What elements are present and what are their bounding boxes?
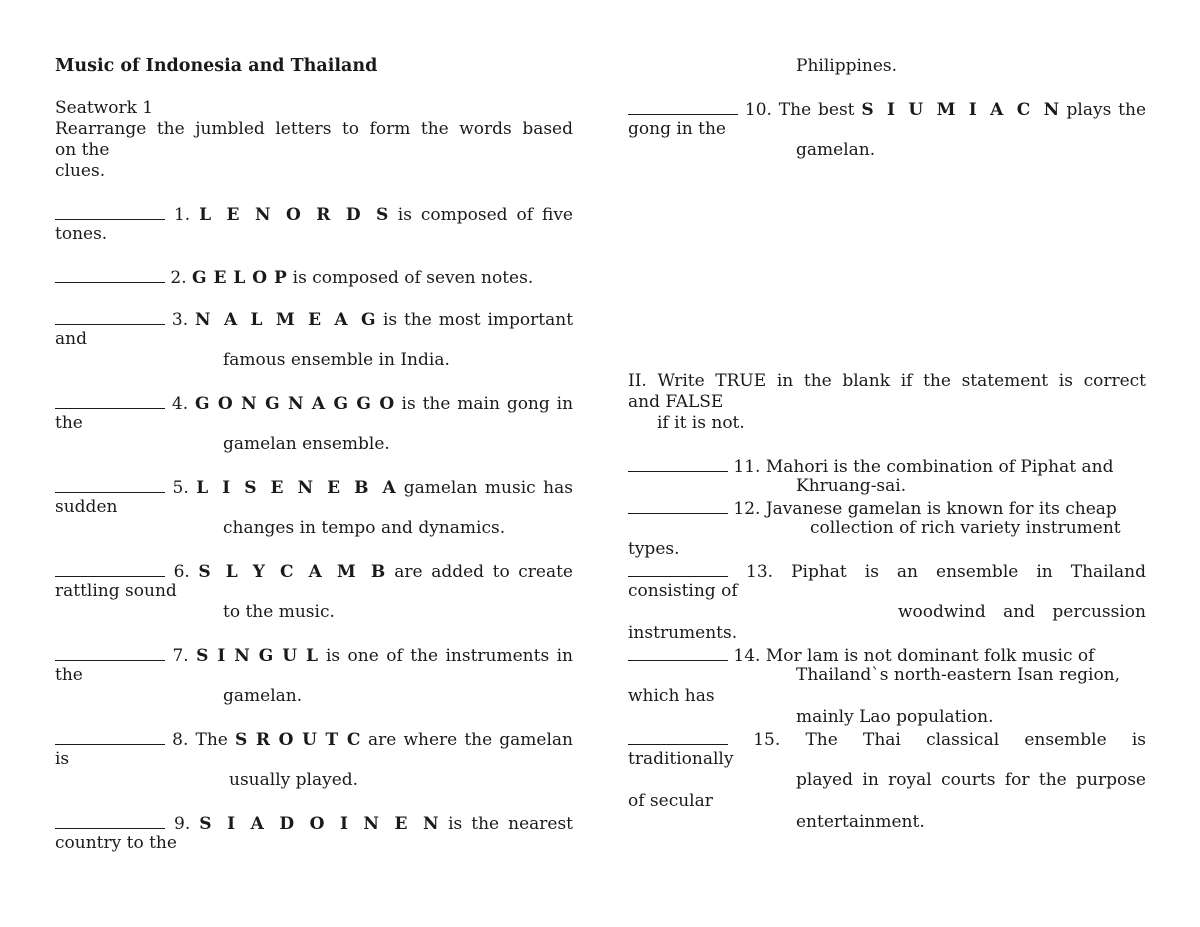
jumbled-word: S I N G U L (196, 646, 319, 666)
right-column (628, 56, 1146, 833)
question-number: 8. (172, 730, 189, 750)
statement-13 (628, 560, 1146, 581)
question-3-cont-2: famous ensemble in India. (223, 350, 450, 370)
answer-blank-6[interactable] (55, 560, 165, 577)
part2-instructions-line-3: if it is not. (657, 413, 745, 433)
question-text: gamelan music has (403, 478, 573, 498)
answer-blank-4[interactable] (55, 392, 165, 409)
jumbled-word: L I S E N E B A (196, 478, 397, 498)
statement-13-cont: consisting of (628, 581, 738, 601)
question-number: 10. (744, 100, 772, 120)
statement-12-cont-2: types. (628, 539, 680, 559)
statement-13-cont-3: instruments. (628, 623, 738, 643)
statement-text: 11. Mahori is the combination of Piphat and (733, 457, 1114, 477)
answer-blank-2[interactable] (55, 266, 165, 283)
left-column (55, 56, 573, 854)
seatwork-label: Seatwork 1 (55, 98, 154, 118)
question-7-cont-2: gamelan. (223, 686, 303, 706)
question-9-cont-2: Philippines. (796, 56, 898, 76)
answer-blank-13[interactable] (628, 560, 728, 577)
question-text: is the main gong in (401, 394, 574, 414)
statement-12-cont: collection of rich variety instrument (810, 518, 1121, 538)
question-text: are added to create (394, 562, 573, 582)
answer-blank-10[interactable] (628, 98, 738, 115)
question-4-cont-2: gamelan ensemble. (223, 434, 390, 454)
jumbled-word: G E L O P (192, 268, 288, 288)
jumbled-word: G O N G N A G G O (195, 394, 395, 414)
statement-14-cont-3: mainly Lao population. (796, 707, 994, 727)
statement-13-cont-2: woodwind and percussion (898, 602, 1146, 622)
question-text-before: The best (778, 100, 855, 120)
statement-text: 12. Javanese gamelan is known for its cheap (733, 499, 1117, 519)
question-3 (55, 308, 573, 329)
question-7-cont: the (55, 665, 83, 685)
question-text: plays the (1066, 100, 1147, 120)
answer-blank-8[interactable] (55, 728, 165, 745)
question-text: is composed of five (397, 205, 573, 225)
question-number: 5. (172, 478, 189, 498)
answer-blank-5[interactable] (55, 476, 165, 493)
question-6 (55, 560, 573, 581)
instructions-line-2: on the (55, 140, 110, 160)
question-10-cont: gong in the (628, 119, 726, 139)
statement-15-cont: traditionally (628, 749, 734, 769)
question-text: is composed of seven notes. (292, 268, 534, 288)
question-text: is the nearest (448, 814, 574, 834)
question-7 (55, 644, 573, 665)
question-number: 4. (171, 394, 189, 414)
question-text-before: The (195, 730, 228, 750)
question-number: 7. (172, 646, 189, 666)
question-5-cont-2: changes in tempo and dynamics. (223, 518, 506, 538)
question-9-cont: country to the (55, 833, 177, 853)
jumbled-word: S L Y C A M B (198, 562, 386, 582)
statement-14-cont: Thailand`s north-eastern Isan region, (796, 665, 1121, 685)
question-8 (55, 728, 573, 749)
answer-blank-11[interactable] (628, 455, 728, 472)
question-9 (55, 812, 573, 833)
question-1-cont: tones. (55, 224, 108, 244)
statement-14-cont-2: which has (628, 686, 715, 706)
question-4 (55, 392, 573, 413)
statement-15-cont-4: entertainment. (796, 812, 925, 832)
jumbled-word: S I U M I A C N (861, 100, 1060, 120)
answer-blank-15[interactable] (628, 728, 728, 745)
question-10 (628, 98, 1146, 119)
answer-blank-9[interactable] (55, 812, 165, 829)
statement-15-cont-2: played in royal courts for the purpose (796, 770, 1146, 790)
statement-12 (628, 497, 1146, 518)
question-text: is the most important (382, 310, 574, 330)
statement-text: 15. The Thai classical ensemble is (753, 730, 1147, 750)
statement-text: 14. Mor lam is not dominant folk music of (733, 646, 1095, 666)
question-number: 2. (170, 268, 187, 288)
instructions-line-1: Rearrange the jumbled letters to form the words based (55, 119, 573, 139)
question-4-cont: the (55, 413, 83, 433)
answer-blank-12[interactable] (628, 497, 728, 514)
question-5 (55, 476, 573, 497)
answer-blank-7[interactable] (55, 644, 165, 661)
question-number: 3. (171, 310, 189, 330)
question-8-cont: is (55, 749, 70, 769)
answer-blank-14[interactable] (628, 644, 728, 661)
question-3-cont: and (55, 329, 87, 349)
jumbled-word: S I A D O I N E N (199, 814, 440, 834)
question-10-cont-2: gamelan. (796, 140, 876, 160)
statement-15 (628, 728, 1146, 749)
question-6-cont: rattling sound (55, 581, 177, 601)
instructions-line-3: clues. (55, 161, 106, 181)
jumbled-word: L E N O R D S (199, 205, 389, 225)
question-6-cont-2: to the music. (223, 602, 335, 622)
part2-instructions-line-2: and FALSE (628, 392, 724, 412)
question-number: 1. (173, 205, 191, 225)
jumbled-word: S R O U T C (234, 730, 361, 750)
question-number: 6. (173, 562, 190, 582)
question-text: are where the gamelan (368, 730, 573, 750)
question-1 (55, 203, 573, 224)
worksheet-title: Music of Indonesia and Thailand (55, 56, 378, 76)
statement-text: 13. Piphat is an ensemble in Thailand (746, 562, 1146, 582)
part2-instructions-line-1: II. Write TRUE in the blank if the statement is correct (628, 371, 1146, 391)
question-5-cont: sudden (55, 497, 118, 517)
question-2 (55, 266, 573, 287)
statement-11 (628, 455, 1146, 476)
answer-blank-3[interactable] (55, 308, 165, 325)
statement-14 (628, 644, 1146, 665)
statement-15-cont-3: of secular (628, 791, 713, 811)
answer-blank-1[interactable] (55, 203, 165, 220)
statement-11-cont: Khruang-sai. (796, 476, 907, 496)
question-number: 9. (174, 814, 191, 834)
question-text: is one of the instruments in (325, 646, 574, 666)
jumbled-word: N A L M E A G (195, 310, 377, 330)
question-8-cont-2: usually played. (229, 770, 359, 790)
